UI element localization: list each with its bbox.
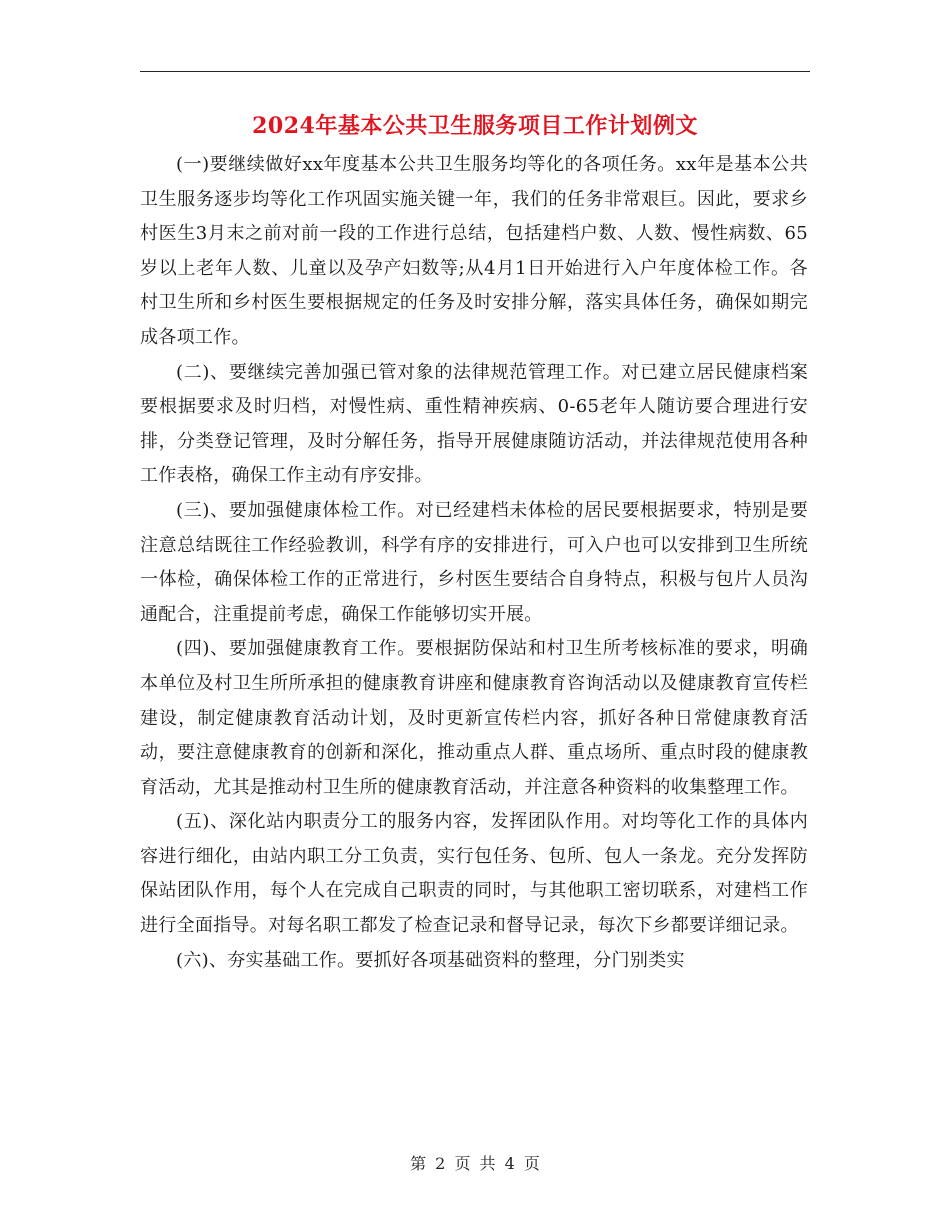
page-footer: 第 2 页 共 4 页 (410, 1154, 540, 1173)
document-title: 2024年基本公共卫生服务项目工作计划例文 (252, 113, 698, 139)
header-rule (140, 71, 810, 72)
paragraph-5: (五)、深化站内职责分工的服务内容，发挥团队作用。对均等化工作的具体内容进行细化，由站内职工分工负责，实行包任务、包所、包人一条龙。充分发挥防保站团队作用，每个人在完成自己职责的同时，与其他职工密切联系，对建档工作进行全面指导。对每名职工都发了检查记录和督导记录，每次下乡都要详细记录。 (140, 811, 808, 937)
paragraph-4: (四)、要加强健康教育工作。要根据防保站和村卫生所考核标准的要求，明确本单位及村卫生所所承担的健康教育讲座和健康教育咨询活动以及健康教育宣传栏建设，制定健康教育活动计划，及时更新宣传栏内容，抓好各种日常健康教育活动，要注意健康教育的创新和深化，推动重点人群、重点场所、重点时段的健康教育活动，尤其是推动村卫生所的健康教育活动，并注意各种资料的收集整理工作。 (140, 638, 808, 798)
paragraph-2: (二)、要继续完善加强已管对象的法律规范管理工作。对已建立居民健康档案要根据要求及时归档，对慢性病、重性精神疾病、0-65老年人随访要合理进行安排，分类登记管理，及时分解任务，指导开展健康随访活动，并法律规范使用各种工作表格，确保工作主动有序安排。 (140, 361, 808, 487)
paragraph-1: (一)要继续做好xx年度基本公共卫生服务均等化的各项任务。xx年是基本公共卫生服务逐步均等化工作巩固实施关键一年，我们的任务非常艰巨。因此，要求乡村医生3月末之前对前一段的工作进行总结，包括建档户数、人数、慢性病数、65岁以上老年人数、儿童以及孕产妇数等;从4月1日开始进行入户年度体检工作。各村卫生所和乡村医生要根据规定的任务及时安排分解，落实具体任务，确保如期完成各项工作。 (140, 154, 808, 348)
paragraph-3: (三)、要加强健康体检工作。对已经建档未体检的居民要根据要求，特别是要注意总结既往工作经验教训，科学有序的安排进行，可入户也可以安排到卫生所统一体检，确保体检工作的正常进行，乡村医生要结合自身特点，积极与包片人员沟通配合，注重提前考虑，确保工作能够切实开展。 (140, 499, 808, 625)
document-body (140, 148, 808, 978)
paragraph-6: (六)、夯实基础工作。要抓好各项基础资料的整理，分门别类实 (176, 949, 685, 971)
